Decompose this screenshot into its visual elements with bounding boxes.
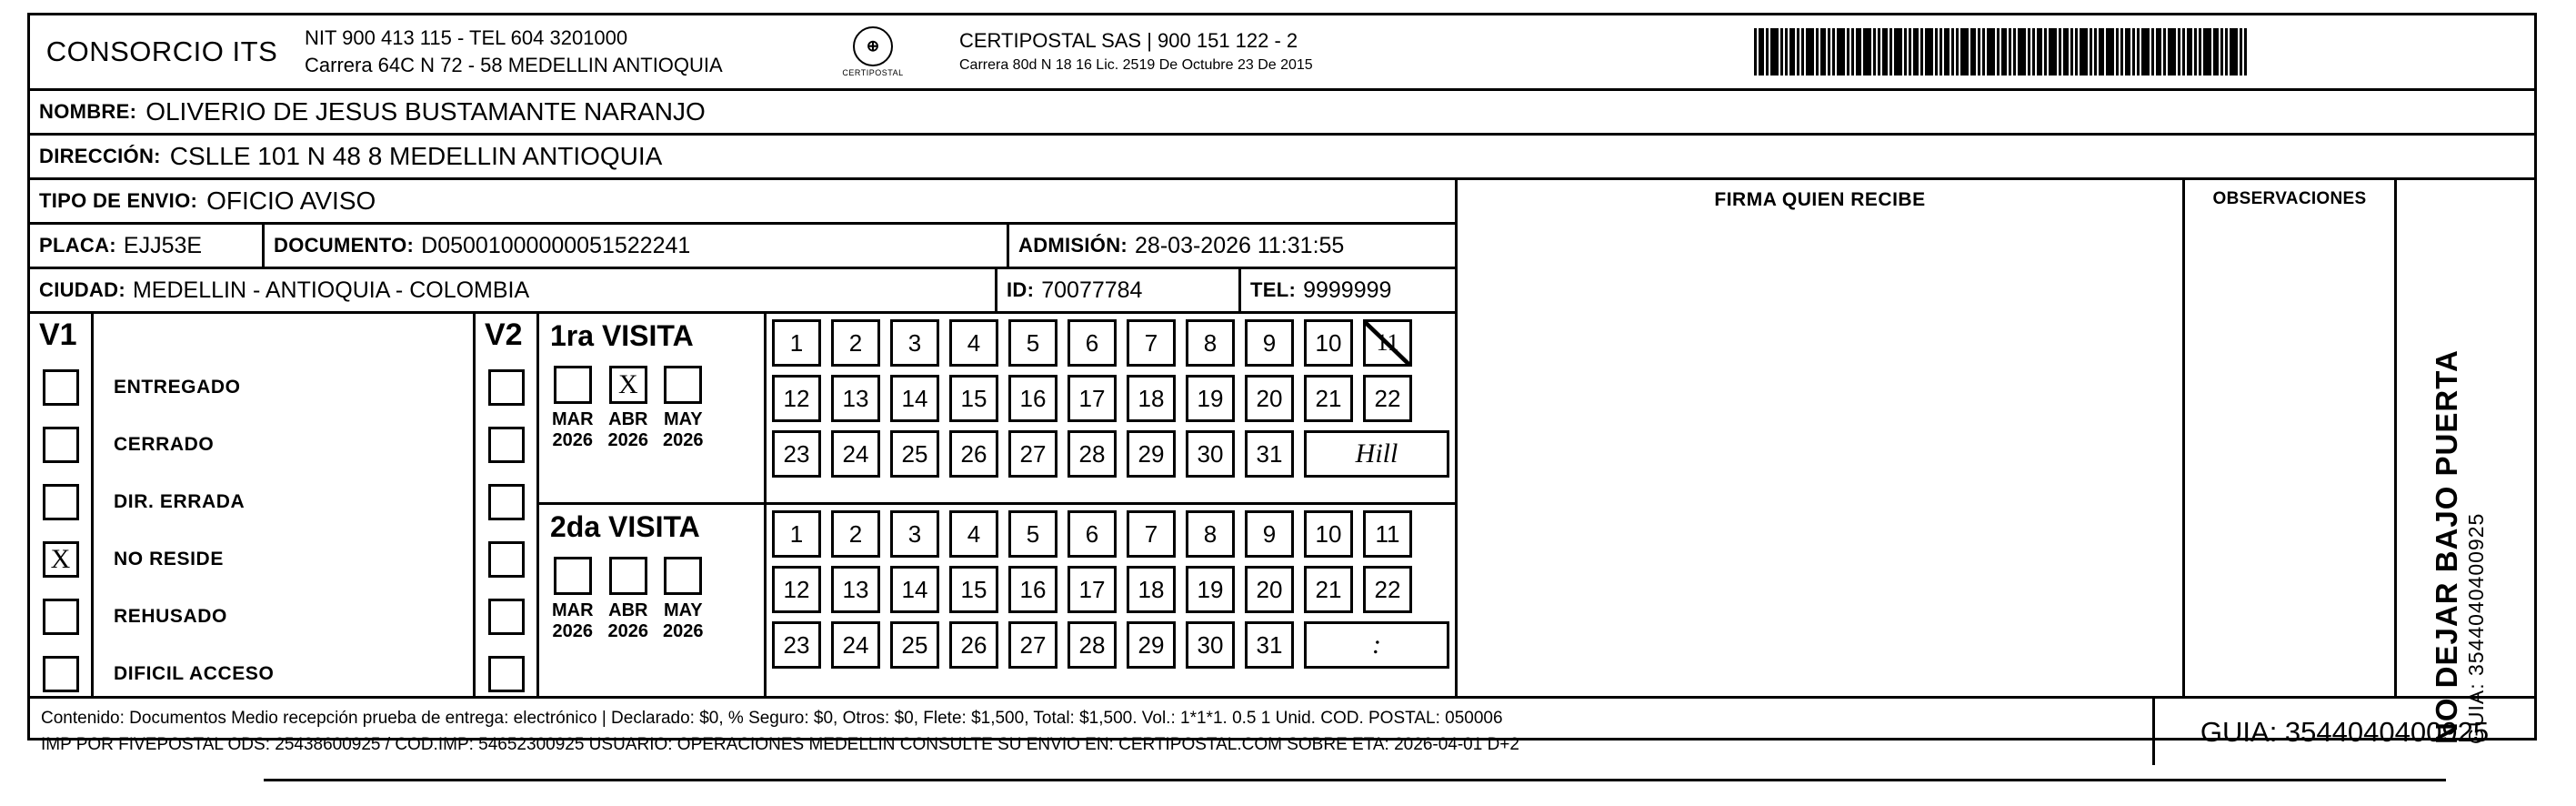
status-v2-checkbox[interactable] <box>488 369 525 406</box>
tel-cell <box>1238 269 1455 311</box>
month-name: ABR <box>608 600 648 620</box>
admision-label: ADMISIÓN: <box>1018 234 1128 257</box>
side-notice-line2: GUIA: 3544040400925 <box>2464 512 2488 744</box>
day-cell[interactable]: 2 <box>831 510 880 558</box>
row-tipo-envio <box>30 180 1455 225</box>
day-cell[interactable]: 18 <box>1127 566 1176 613</box>
status-label: CERRADO <box>114 433 215 455</box>
day-cell[interactable]: 11 <box>1363 319 1412 367</box>
barcode-area <box>1468 15 2534 88</box>
day-cell[interactable]: 11 <box>1363 510 1412 558</box>
ciudad-label: CIUDAD: <box>39 278 125 301</box>
status-label: DIFICIL ACCESO <box>114 662 275 684</box>
day-cell[interactable]: 27 <box>1008 430 1057 478</box>
day-cell[interactable]: 28 <box>1067 430 1117 478</box>
day-cell[interactable]: 4 <box>949 319 998 367</box>
left-column <box>30 180 1458 696</box>
month-year: 2026 <box>663 430 704 450</box>
status-v2-checkbox[interactable] <box>488 656 525 692</box>
day-cell[interactable]: 9 <box>1245 510 1294 558</box>
day-cell[interactable]: 23 <box>772 430 821 478</box>
month-option[interactable] <box>608 366 649 451</box>
day-row <box>772 566 1449 613</box>
month-option[interactable] <box>552 366 594 451</box>
bottom-divider <box>264 779 2446 781</box>
day-cell[interactable]: 10 <box>1304 319 1353 367</box>
logo-circle-icon: ⊕ <box>853 26 893 66</box>
tel-label: TEL: <box>1250 278 1297 301</box>
v2-column <box>476 314 539 696</box>
ciudad-value: MEDELLIN - ANTIOQUIA - COLOMBIA <box>132 277 530 303</box>
observations-box[interactable] <box>2185 180 2394 696</box>
documento-value: D05001000000051522241 <box>421 232 691 258</box>
month-year: 2026 <box>663 621 704 641</box>
visit-1-title: 1ra VISITA <box>550 319 694 352</box>
day-cell[interactable]: 24 <box>831 430 880 478</box>
month-year: 2026 <box>607 430 649 450</box>
status-v2-checkbox[interactable] <box>488 599 525 635</box>
consorcio-title: CONSORCIO ITS <box>45 35 278 67</box>
day-cell[interactable]: 2 <box>831 319 880 367</box>
logo-caption: CERTIPOSTAL <box>842 68 904 77</box>
day-cell[interactable]: 7 <box>1127 319 1176 367</box>
visit-signature[interactable]: Hill <box>1304 430 1449 478</box>
day-cell[interactable]: 8 <box>1186 319 1235 367</box>
id-value: 70077784 <box>1041 277 1143 303</box>
tipo-envio-label: TIPO DE ENVIO: <box>39 189 198 212</box>
visit-2-days <box>767 505 1455 696</box>
status-v2-checkbox[interactable] <box>488 484 525 520</box>
certipostal-name: CERTIPOSTAL SAS | 900 151 122 - 2 <box>959 29 1298 53</box>
day-cell[interactable]: 25 <box>890 430 939 478</box>
tipo-envio-value: OFICIO AVISO <box>206 186 376 215</box>
tel-value: 9999999 <box>1303 277 1392 303</box>
status-label: DIR. ERRADA <box>114 490 246 512</box>
status-row <box>94 530 473 588</box>
day-cell[interactable]: 23 <box>772 621 821 669</box>
month-option[interactable] <box>552 557 594 642</box>
documento-cell <box>262 225 1007 267</box>
status-row <box>94 416 473 473</box>
day-cell[interactable]: 7 <box>1127 510 1176 558</box>
placa-cell <box>30 225 262 267</box>
day-cell[interactable]: 16 <box>1008 375 1057 422</box>
visit-1-block <box>539 314 764 505</box>
id-label: ID: <box>1007 278 1035 301</box>
month-checkbox[interactable] <box>554 366 592 404</box>
day-cell[interactable]: 6 <box>1067 319 1117 367</box>
day-cell[interactable]: 21 <box>1304 375 1353 422</box>
month-name: MAY <box>663 600 703 620</box>
day-cell[interactable]: 13 <box>831 566 880 613</box>
direccion-label: DIRECCIÓN: <box>39 145 161 167</box>
nombre-label: NOMBRE: <box>39 100 137 123</box>
status-row <box>94 358 473 416</box>
day-cell[interactable]: 29 <box>1127 430 1176 478</box>
month-checkbox[interactable] <box>609 557 647 595</box>
day-cell[interactable]: 1 <box>772 319 821 367</box>
day-cell[interactable]: 20 <box>1245 375 1294 422</box>
consorcio-nit-line: NIT 900 413 115 - TEL 604 3201000 <box>305 26 628 50</box>
direccion-value: CSLLE 101 N 48 8 MEDELLIN ANTIOQUIA <box>169 142 663 170</box>
day-row <box>772 430 1449 478</box>
certipostal-license: Carrera 80d N 18 16 Lic. 2519 De Octubre 23 De 2015 <box>959 57 1313 74</box>
placa-value: EJJ53E <box>123 232 203 258</box>
month-checkbox[interactable] <box>664 366 702 404</box>
visit-signature[interactable]: : <box>1304 621 1449 669</box>
status-v1-checkbox[interactable] <box>43 369 79 406</box>
day-cell[interactable]: 30 <box>1186 621 1235 669</box>
day-cell[interactable]: 29 <box>1127 621 1176 669</box>
certipostal-info <box>959 15 1468 88</box>
consorcio-contact <box>294 15 787 88</box>
status-row <box>94 645 473 702</box>
consorcio-address-line: Carrera 64C N 72 - 58 MEDELLIN ANTIOQUIA <box>305 54 723 76</box>
visit-2-title: 2da VISITA <box>550 510 700 543</box>
firma-label: FIRMA QUIEN RECIBE <box>1714 189 1926 210</box>
row-ciudad-id-tel <box>30 269 1455 314</box>
status-row <box>94 588 473 645</box>
month-option[interactable] <box>608 557 649 642</box>
ciudad-cell <box>30 269 995 311</box>
day-row <box>772 375 1449 422</box>
day-row <box>772 621 1449 669</box>
status-v1-checkbox[interactable] <box>43 656 79 692</box>
visit-days-column <box>767 314 1455 696</box>
day-cell[interactable]: 4 <box>949 510 998 558</box>
signature-box[interactable] <box>1458 180 2185 696</box>
day-row <box>772 510 1449 558</box>
status-v2-checkbox[interactable] <box>488 427 525 463</box>
day-cell[interactable]: 27 <box>1008 621 1057 669</box>
month-option[interactable] <box>663 366 704 451</box>
day-cell[interactable]: 25 <box>890 621 939 669</box>
barcode-icon <box>1754 28 2249 76</box>
v2-header: V2 <box>485 317 523 352</box>
placa-label: PLACA: <box>39 234 116 257</box>
day-cell[interactable]: 14 <box>890 566 939 613</box>
v1-header: V1 <box>39 317 77 352</box>
visit-1-days <box>767 314 1455 505</box>
status-v1-checkbox[interactable] <box>43 427 79 463</box>
day-cell[interactable]: 5 <box>1008 319 1057 367</box>
visit-month-column <box>539 314 767 696</box>
status-v1-checkbox[interactable]: X <box>43 541 79 578</box>
row-nombre <box>30 91 2534 136</box>
day-cell[interactable]: 24 <box>831 621 880 669</box>
day-cell[interactable]: 3 <box>890 510 939 558</box>
month-year: 2026 <box>552 430 594 450</box>
day-cell[interactable]: 22 <box>1363 566 1412 613</box>
day-cell[interactable]: 10 <box>1304 510 1353 558</box>
day-cell[interactable]: 19 <box>1186 566 1235 613</box>
visit-2-block <box>539 505 764 696</box>
day-cell[interactable]: 22 <box>1363 375 1412 422</box>
day-cell[interactable]: 3 <box>890 319 939 367</box>
v1-column <box>30 314 94 696</box>
day-cell[interactable]: 13 <box>831 375 880 422</box>
document-header <box>30 15 2534 91</box>
status-label: ENTREGADO <box>114 376 241 398</box>
admision-value: 28-03-2026 11:31:55 <box>1135 232 1345 258</box>
id-cell <box>995 269 1238 311</box>
day-cell[interactable]: 5 <box>1008 510 1057 558</box>
day-cell[interactable]: 1 <box>772 510 821 558</box>
month-name: MAR <box>552 600 594 620</box>
observaciones-label: OBSERVACIONES <box>2212 189 2367 208</box>
day-cell[interactable]: 17 <box>1067 566 1117 613</box>
visit-grid-area <box>30 314 1455 696</box>
side-notice-line1: NO DEJAR BAJO PUERTA <box>2430 349 2463 744</box>
day-cell[interactable]: 8 <box>1186 510 1235 558</box>
certipostal-logo <box>787 15 959 88</box>
month-name: MAY <box>663 409 703 429</box>
guia-number: GUIA: 3544040400925 <box>2152 699 2534 765</box>
day-cell[interactable]: 17 <box>1067 375 1117 422</box>
document-footer <box>30 699 2534 765</box>
day-cell[interactable]: 14 <box>890 375 939 422</box>
month-option[interactable] <box>663 557 704 642</box>
delivery-receipt-sheet <box>27 13 2537 754</box>
month-name: ABR <box>608 409 648 429</box>
tipo-envio-cell <box>30 180 376 222</box>
month-checkbox[interactable] <box>554 557 592 595</box>
side-notice <box>2394 180 2494 744</box>
day-cell[interactable]: 16 <box>1008 566 1057 613</box>
day-cell[interactable]: 19 <box>1186 375 1235 422</box>
month-year: 2026 <box>607 621 649 641</box>
nombre-value: OLIVERIO DE JESUS BUSTAMANTE NARANJO <box>145 97 706 126</box>
day-cell[interactable]: 12 <box>772 375 821 422</box>
day-cell[interactable]: 9 <box>1245 319 1294 367</box>
status-names-column <box>94 314 476 696</box>
day-cell[interactable]: 28 <box>1067 621 1117 669</box>
day-cell[interactable]: 15 <box>949 375 998 422</box>
day-cell[interactable]: 30 <box>1186 430 1235 478</box>
footer-line-2: IMP POR FIVEPOSTAL ODS: 25438600925 / COD.IMP: 54652300925 USUARIO: OPERACIONES MEDELLIN CONSULTE SU ENVIO EN: CERTIPOSTAL.COM SOBRE ETA: 2026-04-01 D+2 <box>41 734 1519 754</box>
day-cell[interactable]: 15 <box>949 566 998 613</box>
day-cell[interactable]: 21 <box>1304 566 1353 613</box>
row-direccion <box>30 136 2534 180</box>
status-row <box>94 473 473 530</box>
status-label: REHUSADO <box>114 605 227 627</box>
day-cell[interactable]: 26 <box>949 621 998 669</box>
day-cell[interactable]: 26 <box>949 430 998 478</box>
month-checkbox[interactable] <box>664 557 702 595</box>
day-row <box>772 319 1449 367</box>
status-v2-checkbox[interactable] <box>488 541 525 578</box>
day-cell[interactable]: 31 <box>1245 430 1294 478</box>
day-cell[interactable]: 20 <box>1245 566 1294 613</box>
row-placa-documento <box>30 225 1455 269</box>
day-cell[interactable]: 12 <box>772 566 821 613</box>
day-cell[interactable]: 6 <box>1067 510 1117 558</box>
day-cell[interactable]: 18 <box>1127 375 1176 422</box>
documento-label: DOCUMENTO: <box>274 234 415 257</box>
status-label: NO RESIDE <box>114 548 224 569</box>
status-v1-checkbox[interactable] <box>43 484 79 520</box>
month-checkbox[interactable]: X <box>609 366 647 404</box>
footer-line-1: Contenido: Documentos Medio recepción prueba de entrega: electrónico | Declarado: $0, % Seguro: $0, Otros: $0, Flete: $1,500, Total: $1,500. Vol.: 1*1*1. 0.5 1 Unid. COD. POSTAL: 050006 <box>41 709 1503 728</box>
status-v1-checkbox[interactable] <box>43 599 79 635</box>
month-name: MAR <box>552 409 594 429</box>
day-cell[interactable]: 31 <box>1245 621 1294 669</box>
admision-cell <box>1007 225 1455 267</box>
footer-text <box>30 699 2152 765</box>
month-year: 2026 <box>552 621 594 641</box>
